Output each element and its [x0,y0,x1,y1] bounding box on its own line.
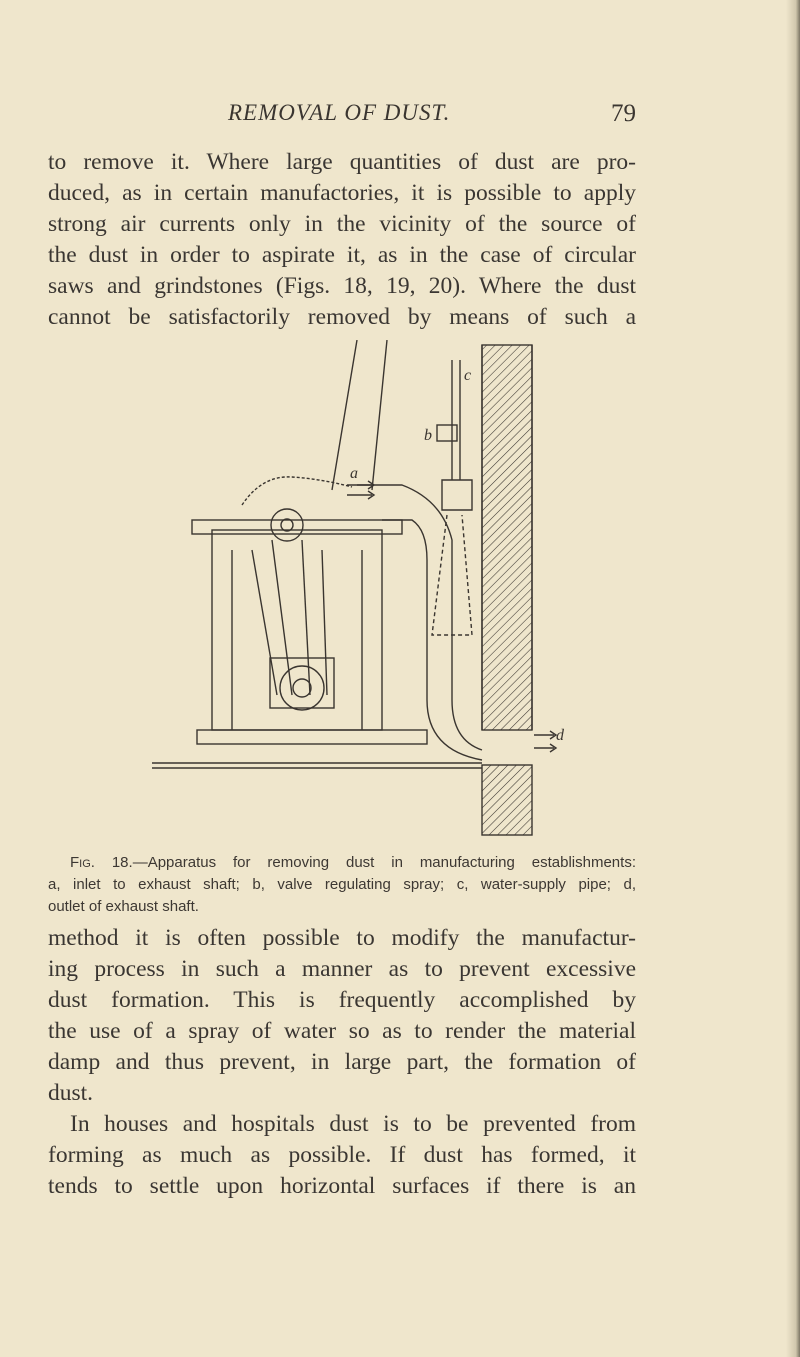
label-c: c [464,367,472,384]
figure-caption [48,852,636,918]
valve-b [437,425,457,441]
caption-figure-label: Fig. 18. [70,854,133,871]
text-line: the use of a spray of water so as to render the material [48,1018,636,1044]
wall-lower [482,765,532,835]
running-title: REMOVAL OF DUST. [228,100,451,125]
text-line: forming as much as possible. If dust has formed, it [48,1142,636,1168]
text-line: duced, as in certain manufactories, it is possible to apply [48,180,636,206]
text-line: damp and thus prevent, in large part, the formation of [48,1049,636,1075]
inlet-hood [357,485,482,750]
label-a: a [350,465,358,482]
text-line: the dust in order to aspirate it, as in the case of circular [48,242,636,268]
caption-line: a, inlet to exhaust shaft; b, valve regulating spray; c, water-supply pipe; d, [48,876,636,893]
pulley [280,666,324,710]
paragraph-top [48,147,636,333]
text-line: dust formation. This is frequently accomplished by [48,987,636,1013]
text-line: ing process in such a manner as to prevent excessive [48,956,636,982]
caption-line: —Apparatus for removing dust in manufacturing establishments: [132,854,636,871]
figure-18-illustration [152,340,572,840]
shaft-line-right [372,340,387,490]
text-line: cannot be satisfactorily removed by means of such a [48,304,636,330]
saw-blade [242,477,352,505]
text-line: method it is often possible to modify the manufactur- [48,925,636,951]
label-d: d [556,727,564,744]
text-line: to remove it. Where large quantities of dust are pro- [48,149,636,175]
page-edge-shadow [786,0,800,1357]
text-line: tends to settle upon horizontal surfaces if there is an [48,1173,636,1199]
paragraph-continued [48,923,636,1202]
text-line: saws and grindstones (Figs. 18, 19, 20). Where the dust [48,273,636,299]
text-line: dust. [48,1080,94,1106]
page-number: 79 [611,100,636,127]
wall-upper [482,345,532,730]
saw-hub [271,509,303,541]
caption-line: outlet of exhaust shaft. [48,898,199,915]
label-b: b [424,427,432,444]
text-line: In houses and hospitals dust is to be prevented from [70,1111,636,1137]
running-head [48,100,636,140]
text-line: strong air currents only in the vicinity of the source of [48,211,636,237]
machine-frame [212,530,382,730]
